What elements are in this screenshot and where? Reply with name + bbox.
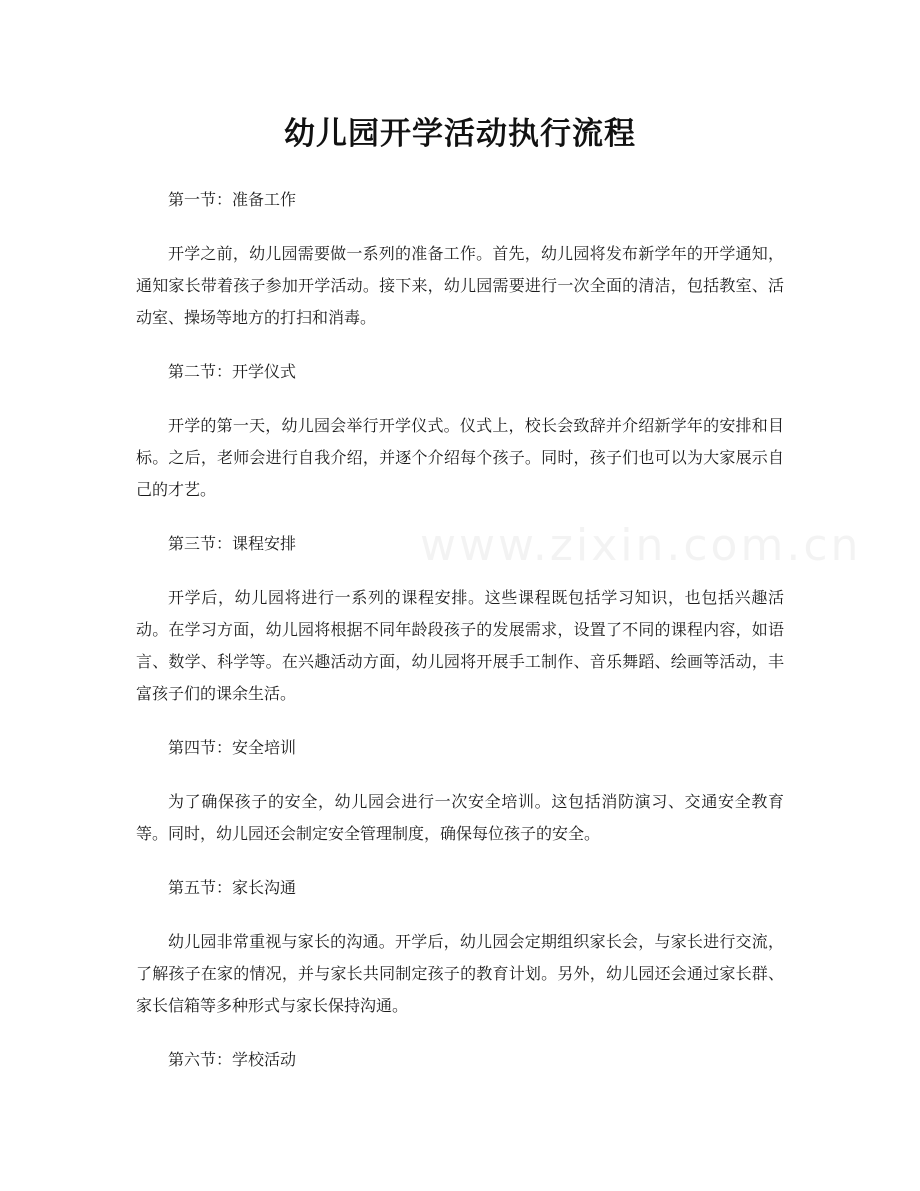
document-body [136,184,784,1098]
section-heading-4: 第四节：安全培训 [168,738,297,757]
section-heading-5: 第五节：家长沟通 [168,878,297,897]
section-paragraph-5: 幼儿园非常重视与家长的沟通。开学后，幼儿园会定期组织家长会，与家长进行交流，了解孩子在家的情况，并与家长共同制定孩子的教育计划。另外，幼儿园还会通过家长群、家长信箱等多种形式与家长保持沟通。 [136,932,784,1015]
section-heading-1: 第一节：准备工作 [168,190,297,209]
document-title: 幼儿园开学活动执行流程 [284,116,636,152]
section-heading-6: 第六节：学校活动 [168,1050,297,1069]
watermark: www.zixin.com.cn [420,520,862,571]
section-paragraph-1: 开学之前，幼儿园需要做一系列的准备工作。首先，幼儿园将发布新学年的开学通知，通知家长带着孩子参加开学活动。接下来，幼儿园需要进行一次全面的清洁，包括教室、活动室、操场等地方的打扫和消毒。 [136,244,784,327]
section-paragraph-3: 开学后，幼儿园将进行一系列的课程安排。这些课程既包括学习知识，也包括兴趣活动。在学习方面，幼儿园将根据不同年龄段孩子的发展需求，设置了不同的课程内容，如语言、数学、科学等。在兴趣活动方面，幼儿园将开展手工制作、音乐舞蹈、绘画等活动，丰富孩子们的课余生活。 [136,588,784,703]
section-paragraph-4: 为了确保孩子的安全，幼儿园会进行一次安全培训。这包括消防演习、交通安全教育等。同时，幼儿园还会制定安全管理制度，确保每位孩子的安全。 [136,792,784,843]
section-heading-2: 第二节：开学仪式 [168,362,297,381]
section-heading-3: 第三节：课程安排 [168,534,297,553]
section-paragraph-2: 开学的第一天，幼儿园会举行开学仪式。仪式上，校长会致辞并介绍新学年的安排和目标。之后，老师会进行自我介绍，并逐个介绍每个孩子。同时，孩子们也可以为大家展示自己的才艺。 [136,416,784,499]
